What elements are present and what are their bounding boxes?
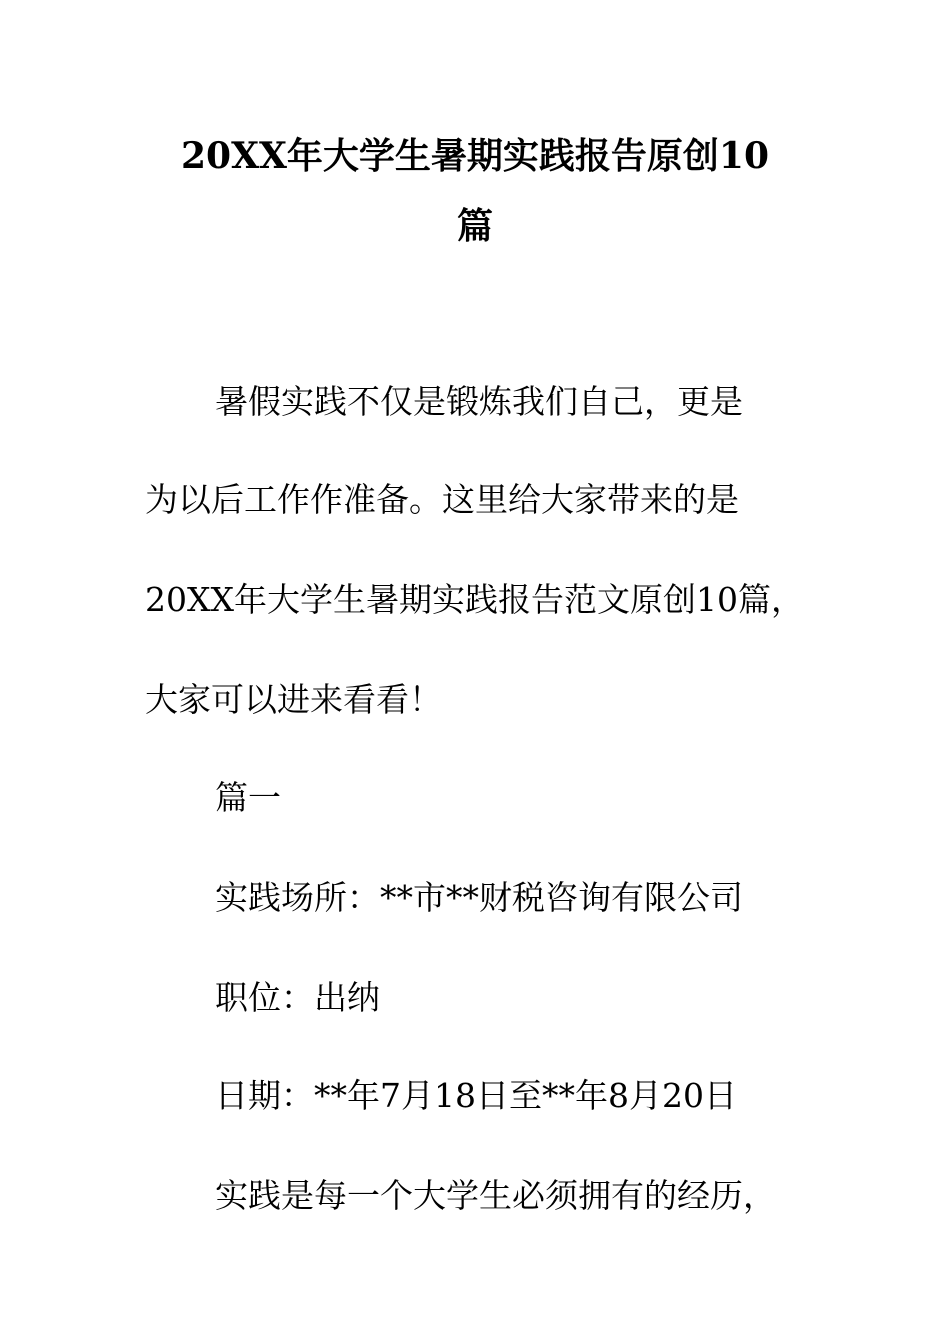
section-heading: 篇一 [215, 778, 281, 817]
intro-line-4: 大家可以进来看看！ [145, 680, 442, 719]
practice-position: 职位：出纳 [215, 978, 380, 1017]
intro-line-3: 20XX年大学生暑期实践报告范文原创10篇， [145, 580, 804, 619]
practice-date: 日期：**年7月18日至**年8月20日 [215, 1076, 737, 1115]
practice-place: 实践场所：**市**财税咨询有限公司 [215, 878, 743, 917]
document-title-line-2: 篇 [456, 205, 493, 247]
body-line-1: 实践是每一个大学生必须拥有的经历， [215, 1176, 776, 1215]
document-title-line-1: 20XX年大学生暑期实践报告原创10 [180, 135, 770, 177]
intro-line-1: 暑假实践不仅是锻炼我们自己，更是 [215, 382, 743, 421]
intro-line-2: 为以后工作作准备。这里给大家带来的是 [145, 480, 739, 519]
